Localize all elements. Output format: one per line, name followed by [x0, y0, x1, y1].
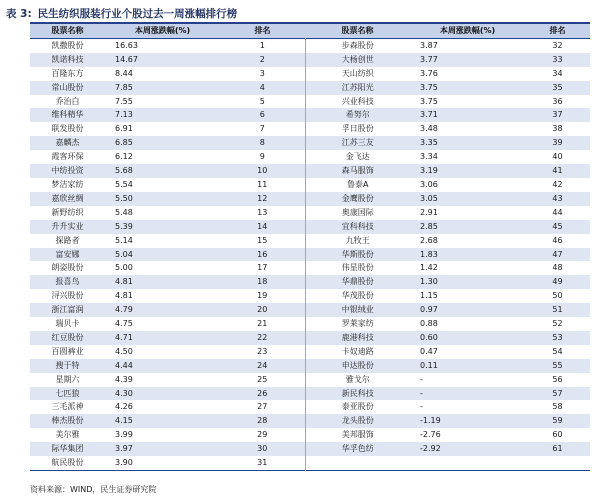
cell-weekly-change-left: 6.91 — [115, 124, 133, 134]
cell-stock-name-right: 华鼎股份 — [305, 275, 410, 289]
cell-stock-name-left: 美尔雅 — [55, 430, 80, 440]
cell-rank-left: 24 — [257, 360, 268, 370]
header-weekly-change-right: 本周涨跌幅(%) — [439, 26, 496, 35]
cell-stock-name-left: 瑞贝卡 — [55, 319, 80, 329]
cell-rank-left: 26 — [257, 388, 268, 398]
cell-weekly-change-right: 3.48 — [420, 124, 438, 134]
table-row — [30, 67, 590, 81]
cell-rank-right: 44 — [552, 207, 563, 217]
cell-stock-name-left: 星期六 — [55, 374, 80, 384]
table-row — [30, 206, 590, 220]
table-row — [30, 53, 590, 67]
cell-stock-name-left: 中纺投资 — [51, 166, 84, 176]
cell-rank-right: 38 — [552, 124, 563, 134]
cell-weekly-change-left: 4.50 — [115, 346, 133, 356]
cell-rank-left: 22 — [257, 332, 268, 342]
cell-stock-name-right: 江苏阳光 — [305, 81, 410, 95]
cell-stock-name-right: 美邦服饰 — [305, 428, 410, 442]
cell-stock-name-left: 红豆股份 — [51, 332, 84, 342]
cell-weekly-change-right: 0.47 — [420, 346, 438, 356]
cell-rank-left: 29 — [257, 430, 268, 440]
cell-rank-left: 17 — [257, 263, 268, 273]
cell-stock-name-left: 乔治白 — [55, 96, 80, 106]
cell-weekly-change-left: 4.75 — [115, 319, 133, 329]
table-row — [30, 95, 590, 109]
cell-stock-name-right: 罗莱家纺 — [305, 317, 410, 331]
table-row — [30, 387, 590, 401]
cell-rank-left: 23 — [257, 346, 268, 356]
cell-rank-right: 50 — [552, 291, 563, 301]
table-row — [30, 414, 590, 428]
cell-rank-left: 12 — [257, 193, 268, 203]
cell-stock-name-right: 大杨创世 — [305, 53, 410, 67]
cell-rank-right: 43 — [552, 193, 563, 203]
cell-rank-right: 52 — [552, 319, 563, 329]
cell-stock-name-right: 步森股份 — [305, 38, 410, 52]
cell-stock-name-left: 际华集团 — [51, 444, 84, 454]
cell-rank-left: 1 — [259, 40, 265, 50]
cell-stock-name-right: 卡奴迪路 — [305, 345, 410, 359]
cell-weekly-change-right — [410, 456, 525, 470]
table-row — [30, 164, 590, 178]
table-row — [30, 150, 590, 164]
table-header-row — [30, 23, 590, 38]
cell-stock-name-right: 伟星股份 — [305, 261, 410, 275]
cell-rank-right: 42 — [552, 179, 563, 189]
table-row — [30, 220, 590, 234]
cell-weekly-change-left: 5.14 — [115, 235, 133, 245]
cell-stock-name-left: 升升实业 — [51, 221, 84, 231]
cell-weekly-change-right: 3.34 — [420, 152, 438, 162]
cell-weekly-change-right: 3.05 — [420, 193, 438, 203]
cell-stock-name-right: 华茂股份 — [305, 289, 410, 303]
cell-weekly-change-right: 1.83 — [420, 249, 438, 259]
cell-rank-right: 40 — [552, 152, 563, 162]
cell-weekly-change-left: 4.71 — [115, 332, 133, 342]
cell-stock-name-right: 新民科技 — [305, 387, 410, 401]
cell-rank-left: 27 — [257, 402, 268, 412]
cell-weekly-change-left: 4.44 — [115, 360, 133, 370]
cell-weekly-change-left: 5.54 — [115, 179, 133, 189]
cell-weekly-change-left: 6.85 — [115, 138, 133, 148]
cell-rank-left: 14 — [257, 221, 268, 231]
cell-stock-name-right: 鹿港科技 — [305, 331, 410, 345]
cell-stock-name-left: 梦洁家纺 — [51, 179, 84, 189]
table-row — [30, 108, 590, 122]
cell-weekly-change-right: -1.19 — [420, 416, 441, 426]
table-caption-text: 民生纺织服装行业个股过去一周涨幅排行榜 — [37, 8, 238, 20]
cell-stock-name-right — [305, 456, 410, 470]
cell-rank-left: 3 — [259, 68, 265, 78]
cell-weekly-change-right: 3.77 — [420, 54, 438, 64]
header-stock-name-left: 股票名称 — [51, 26, 84, 35]
cell-rank-right: 59 — [552, 416, 563, 426]
table-row — [30, 400, 590, 414]
cell-weekly-change-right: 0.60 — [420, 332, 438, 342]
cell-stock-name-right: 江苏三友 — [305, 136, 410, 150]
source-note: 资料来源：WIND，民生证券研究院 — [30, 485, 157, 494]
cell-rank-right: 45 — [552, 221, 563, 231]
cell-stock-name-right: 华孚色纺 — [305, 442, 410, 456]
table-caption — [6, 6, 237, 22]
cell-stock-name-left: 朗姿股份 — [51, 263, 84, 273]
cell-weekly-change-right: - — [420, 402, 423, 412]
cell-weekly-change-left: 3.97 — [115, 444, 133, 454]
header-weekly-change-left: 本周涨跌幅(%) — [134, 26, 191, 35]
cell-rank-left: 31 — [257, 458, 268, 468]
cell-stock-name-right: 华斯股份 — [305, 248, 410, 262]
cell-stock-name-right: 九牧王 — [305, 234, 410, 248]
cell-rank-left: 30 — [257, 444, 268, 454]
cell-rank-right: 41 — [552, 166, 563, 176]
cell-weekly-change-right: 1.15 — [420, 291, 438, 301]
cell-weekly-change-left: 6.12 — [115, 152, 133, 162]
cell-weekly-change-right: 3.19 — [420, 166, 438, 176]
header-rank-left: 排名 — [254, 26, 271, 35]
cell-weekly-change-right: 2.68 — [420, 235, 438, 245]
header-rank-right: 排名 — [549, 26, 566, 35]
cell-stock-name-left: 搜于特 — [55, 360, 80, 370]
cell-rank-left: 15 — [257, 235, 268, 245]
cell-rank-left: 4 — [259, 82, 265, 92]
cell-weekly-change-right: - — [420, 388, 423, 398]
stock-ranking-table — [30, 22, 590, 471]
cell-weekly-change-right: - — [420, 374, 423, 384]
cell-stock-name-left: 嘉麟杰 — [55, 138, 80, 148]
cell-weekly-change-left: 5.04 — [115, 249, 133, 259]
table-row — [30, 178, 590, 192]
cell-rank-right: 33 — [552, 54, 563, 64]
cell-stock-name-right: 申达股份 — [305, 359, 410, 373]
cell-stock-name-right: 希努尔 — [305, 108, 410, 122]
table-row — [30, 317, 590, 331]
cell-weekly-change-right: 1.42 — [420, 263, 438, 273]
cell-weekly-change-left: 4.81 — [115, 277, 133, 287]
cell-stock-name-left: 浔兴股份 — [51, 291, 84, 301]
table-row — [30, 359, 590, 373]
cell-stock-name-right: 奥康国际 — [305, 206, 410, 220]
table-caption-label: 表 3: — [6, 8, 32, 20]
cell-rank-right: 32 — [552, 40, 563, 50]
cell-weekly-change-left: 7.13 — [115, 110, 133, 120]
cell-stock-name-right: 鲁泰A — [305, 178, 410, 192]
table-row — [30, 303, 590, 317]
cell-rank-right: 49 — [552, 277, 563, 287]
table-row — [30, 261, 590, 275]
cell-stock-name-right: 龙头股份 — [305, 414, 410, 428]
cell-weekly-change-right: 3.06 — [420, 179, 438, 189]
cell-stock-name-right: 泰亚股份 — [305, 400, 410, 414]
cell-stock-name-right: 金飞达 — [305, 150, 410, 164]
table-row — [30, 345, 590, 359]
cell-weekly-change-right: 3.75 — [420, 82, 438, 92]
cell-rank-left: 20 — [257, 305, 268, 315]
cell-stock-name-left: 百圆裤业 — [51, 346, 84, 356]
cell-stock-name-left: 七匹狼 — [55, 388, 80, 398]
cell-rank-left: 25 — [257, 374, 268, 384]
table-row — [30, 428, 590, 442]
cell-stock-name-left: 新野纺织 — [51, 207, 84, 217]
cell-weekly-change-right: 3.87 — [420, 40, 438, 50]
table-row — [30, 442, 590, 456]
cell-rank-left: 18 — [257, 277, 268, 287]
table-row — [30, 248, 590, 262]
cell-rank-left: 8 — [259, 138, 265, 148]
table-row — [30, 373, 590, 387]
cell-stock-name-left: 凯诺科技 — [51, 54, 84, 64]
cell-weekly-change-right: 2.85 — [420, 221, 438, 231]
cell-weekly-change-left: 5.68 — [115, 166, 133, 176]
cell-rank-left: 9 — [259, 152, 265, 162]
cell-stock-name-right: 中银绒业 — [305, 303, 410, 317]
cell-stock-name-left: 棒杰股份 — [51, 416, 84, 426]
cell-stock-name-right: 天山纺织 — [305, 67, 410, 81]
table-row — [30, 289, 590, 303]
cell-rank-right: 51 — [552, 305, 563, 315]
cell-rank-right: 36 — [552, 96, 563, 106]
cell-stock-name-right: 雅戈尔 — [305, 373, 410, 387]
cell-weekly-change-right: 3.35 — [420, 138, 438, 148]
cell-weekly-change-right: 1.30 — [420, 277, 438, 287]
cell-rank-left: 7 — [259, 124, 265, 134]
cell-weekly-change-left: 4.26 — [115, 402, 133, 412]
cell-rank-left: 2 — [259, 54, 265, 64]
cell-weekly-change-left: 5.00 — [115, 263, 133, 273]
cell-stock-name-left: 航民股份 — [51, 458, 84, 468]
cell-rank-right: 56 — [552, 374, 563, 384]
cell-weekly-change-right: 2.91 — [420, 207, 438, 217]
cell-weekly-change-left: 3.90 — [115, 458, 133, 468]
cell-weekly-change-left: 5.39 — [115, 221, 133, 231]
cell-stock-name-left: 霞客环保 — [51, 152, 84, 162]
table-row — [30, 81, 590, 95]
cell-rank-right: 34 — [552, 68, 563, 78]
cell-weekly-change-left: 7.85 — [115, 82, 133, 92]
cell-rank-right: 57 — [552, 388, 563, 398]
cell-stock-name-left: 凯撒股份 — [51, 40, 84, 50]
cell-stock-name-left: 浙江富润 — [51, 305, 84, 315]
table-row — [30, 192, 590, 206]
cell-weekly-change-left: 4.81 — [115, 291, 133, 301]
cell-weekly-change-left: 4.15 — [115, 416, 133, 426]
cell-stock-name-left: 探路者 — [55, 235, 80, 245]
cell-weekly-change-left: 16.63 — [115, 40, 138, 50]
cell-weekly-change-right: 3.76 — [420, 68, 438, 78]
cell-rank-right: 47 — [552, 249, 563, 259]
cell-weekly-change-left: 4.30 — [115, 388, 133, 398]
cell-rank-right: 60 — [552, 430, 563, 440]
table-row — [30, 234, 590, 248]
cell-weekly-change-right: 0.97 — [420, 305, 438, 315]
table-row — [30, 38, 590, 52]
table-row — [30, 122, 590, 136]
cell-weekly-change-right: -2.92 — [420, 444, 441, 454]
cell-rank-right: 55 — [552, 360, 563, 370]
table-row — [30, 456, 590, 470]
cell-rank-right: 46 — [552, 235, 563, 245]
cell-stock-name-right: 宜科科技 — [305, 220, 410, 234]
header-stock-name-right: 股票名称 — [341, 26, 374, 35]
cell-rank-left: 19 — [257, 291, 268, 301]
cell-stock-name-left: 维科精华 — [51, 110, 84, 120]
cell-rank-right: 39 — [552, 138, 563, 148]
cell-weekly-change-left: 4.79 — [115, 305, 133, 315]
cell-rank-left: 11 — [257, 179, 268, 189]
cell-stock-name-left: 三毛派神 — [51, 402, 84, 412]
cell-rank-right — [525, 456, 590, 470]
cell-weekly-change-left: 5.48 — [115, 207, 133, 217]
cell-rank-left: 13 — [257, 207, 268, 217]
cell-stock-name-right: 兴业科技 — [305, 95, 410, 109]
cell-rank-right: 54 — [552, 346, 563, 356]
cell-rank-left: 28 — [257, 416, 268, 426]
table-row — [30, 331, 590, 345]
cell-stock-name-left: 联发股份 — [51, 124, 84, 134]
cell-rank-right: 53 — [552, 332, 563, 342]
cell-stock-name-left: 富安娜 — [55, 249, 80, 259]
cell-rank-left: 10 — [257, 166, 268, 176]
cell-weekly-change-right: 0.88 — [420, 319, 438, 329]
cell-stock-name-left: 报喜鸟 — [55, 277, 80, 287]
table-row — [30, 275, 590, 289]
cell-weekly-change-right: 3.75 — [420, 96, 438, 106]
cell-weekly-change-left: 14.67 — [115, 54, 138, 64]
cell-rank-right: 48 — [552, 263, 563, 273]
cell-rank-right: 61 — [552, 444, 563, 454]
cell-rank-left: 6 — [259, 110, 265, 120]
cell-weekly-change-left: 4.39 — [115, 374, 133, 384]
cell-stock-name-left: 常山股份 — [51, 82, 84, 92]
cell-stock-name-left: 嘉欣丝绸 — [51, 193, 84, 203]
cell-weekly-change-right: 3.71 — [420, 110, 438, 120]
cell-stock-name-right: 森马服饰 — [305, 164, 410, 178]
cell-rank-right: 37 — [552, 110, 563, 120]
table-row — [30, 136, 590, 150]
cell-stock-name-left: 百隆东方 — [51, 68, 84, 78]
table-body — [30, 38, 590, 470]
cell-weekly-change-right: 0.11 — [420, 360, 438, 370]
cell-rank-left: 16 — [257, 249, 268, 259]
cell-rank-right: 35 — [552, 82, 563, 92]
cell-rank-right: 58 — [552, 402, 563, 412]
cell-weekly-change-left: 7.55 — [115, 96, 133, 106]
cell-rank-left: 5 — [259, 96, 265, 106]
cell-rank-left: 21 — [257, 319, 268, 329]
cell-stock-name-right: 金鹰股份 — [305, 192, 410, 206]
cell-weekly-change-left: 5.50 — [115, 193, 133, 203]
cell-stock-name-right: 孚日股份 — [305, 122, 410, 136]
cell-weekly-change-left: 8.44 — [115, 68, 133, 78]
cell-weekly-change-right: -2.76 — [420, 430, 441, 440]
cell-weekly-change-left: 3.99 — [115, 430, 133, 440]
